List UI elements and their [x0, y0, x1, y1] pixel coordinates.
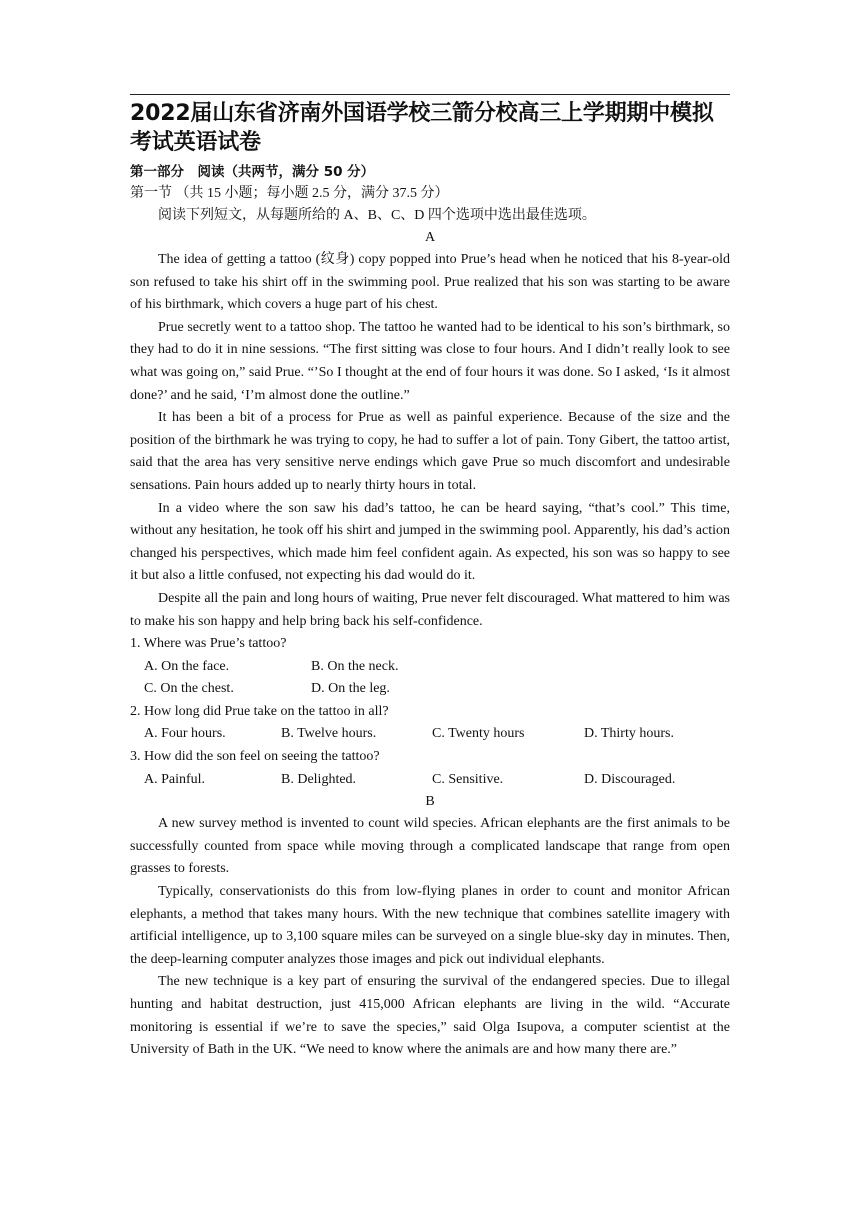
passage-a-label: A	[424, 230, 436, 245]
instruction: 阅读下列短文，从每题所给的 A、B、C、D 四个选项中选出最佳选项。	[158, 208, 596, 223]
question-3-option-b: B. Delighted.	[281, 771, 357, 787]
question-3-options	[130, 769, 730, 792]
section-heading: 第一节 （共 15 小题；每小题 2.5 分，满分 37.5 分）	[130, 186, 449, 201]
passage-a-paragraph: Prue secretly went to a tattoo shop. The tattoo he wanted had to be identical to his son’s birthmark, so they had to do it in nine sessions. “The first sitting was close to four hours. And I didn’t really look to see what was going on,” said Prue. “’So I thought at the end of four hours it was done. So I asked, ‘Is it almost done?’ and he said, ‘I’m almost done the outline.”	[130, 319, 730, 403]
question-1-option-b: B. On the neck.	[311, 658, 399, 674]
question-2-option-d: D. Thirty hours.	[584, 726, 674, 742]
header-rule	[130, 94, 730, 95]
exam-page	[130, 94, 730, 1062]
question-1-stem: 1. Where was Prue’s tattoo?	[130, 636, 287, 652]
question-3-stem: 3. How did the son feel on seeing the tattoo?	[130, 749, 380, 765]
question-1-options-row1	[130, 656, 730, 679]
question-1-option-d: D. On the leg.	[311, 681, 390, 697]
passage-b-paragraph: Typically, conservationists do this from low-flying planes in order to count and monitor African elephants, a method that takes many hours. With the new technique that combines satellite imagery with artificial intelligence, up to 3,100 square miles can be surveyed on a single blue-sky day in minutes. Then, the deep-learning computer analyzes those images and pick out individual elephants.	[130, 884, 730, 967]
passage-a-paragraph: In a video where the son saw his dad’s tattoo, he can be heard saying, “that’s cool.” This time, without any hesitation, he took off his shirt and jumped in the swimming pool. Apparently, his dad’s action changed his perspectives, which made him feel confident again. As expected, his son was so happy to see it but also a little confused, not expecting his dad would do it.	[130, 500, 730, 584]
exam-title: 2022届山东省济南外国语学校三箭分校高三上学期期中模拟考试英语试卷	[130, 101, 714, 155]
question-3-option-a: A. Painful.	[144, 771, 206, 787]
question-2-option-c: C. Twenty hours	[432, 726, 525, 742]
question-1-option-a: A. On the face.	[144, 658, 230, 674]
passage-a-paragraph: It has been a bit of a process for Prue as well as painful experience. Because of the size and the position of the birthmark he was trying to copy, he had to suffer a lot of pain. Tony Gibert, the tattoo artist, said that the area has very sensitive nerve endings which gave Prue so much discomfort and undesirable sensations. Pain hours added up to nearly thirty hours in total.	[130, 410, 730, 493]
question-3-option-c: C. Sensitive.	[432, 771, 504, 787]
question-2-stem: 2. How long did Prue take on the tattoo in all?	[130, 703, 389, 719]
part-heading: 第一部分 阅读（共两节，满分 50 分）	[130, 164, 375, 180]
question-3-option-d: D. Discouraged.	[584, 771, 676, 787]
passage-a-paragraph: The idea of getting a tattoo (纹身) copy popped into Prue’s head when he noticed that his 8-year-old son refused to take his shirt off in the swimming pool. Prue realized that his son was starting to be aware of his birthmark, which covers a huge part of his chest.	[130, 252, 730, 313]
passage-a-paragraph: Despite all the pain and long hours of waiting, Prue never felt discouraged. What mattered to him was to make his son happy and help bring back his self-confidence.	[130, 590, 730, 629]
question-2-options	[130, 723, 730, 746]
question-2-option-b: B. Twelve hours.	[281, 726, 377, 742]
passage-b-paragraph: The new technique is a key part of ensuring the survival of the endangered species. Due to illegal hunting and habitat destruction, just 415,000 African elephants are living in the wild. “Accurate monitoring is essential if we’re to save the species,” said Olga Isupova, a computer scientist at the University of Bath in the UK. “We need to know where the animals are and how many there are.”	[130, 974, 730, 1058]
question-1-options-row2	[130, 678, 730, 701]
question-1-option-c: C. On the chest.	[144, 681, 234, 697]
passage-b-paragraph: A new survey method is invented to count wild species. African elephants are the first animals to be successfully counted from space while moving through a complicated landscape that range from open grasses to forests.	[130, 816, 730, 877]
passage-b-label: B	[425, 794, 435, 810]
question-2-option-a: A. Four hours.	[144, 726, 226, 742]
